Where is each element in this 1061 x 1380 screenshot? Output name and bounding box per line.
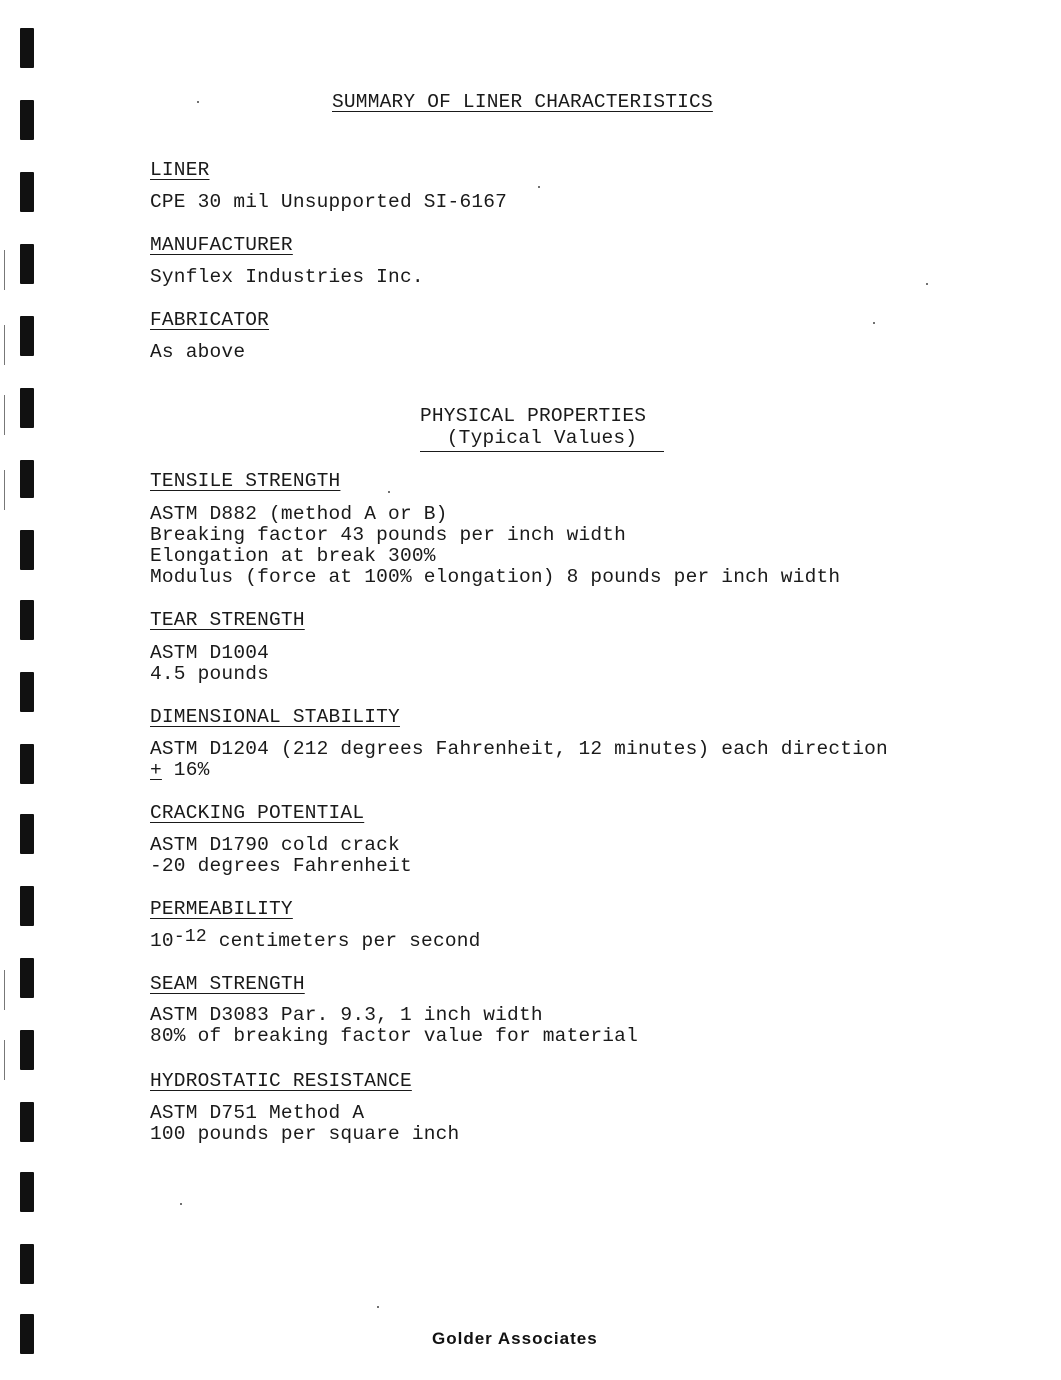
- binder-mark: [20, 460, 34, 498]
- binder-fragment: [4, 250, 5, 290]
- cracking-potential-heading: CRACKING POTENTIAL: [150, 802, 365, 824]
- binder-fragment: [4, 395, 5, 435]
- binder-mark: [20, 744, 34, 784]
- binder-fragment: [4, 325, 5, 365]
- footer-company-name: Golder Associates: [432, 1329, 598, 1348]
- binder-fragment: [4, 1040, 5, 1080]
- cracking-line: -20 degrees Fahrenheit: [150, 855, 412, 877]
- binder-mark: [20, 530, 34, 570]
- binder-fragment: [4, 470, 5, 510]
- seam-line: 80% of breaking factor value for material: [150, 1025, 638, 1047]
- tolerance-value: 16%: [161, 759, 210, 781]
- scan-speck: [538, 186, 540, 188]
- manufacturer-heading: MANUFACTURER: [150, 234, 293, 256]
- dimensional-tolerance: [150, 760, 210, 781]
- binder-mark: [20, 172, 34, 212]
- document-title: SUMMARY OF LINER CHARACTERISTICS: [332, 91, 713, 113]
- tensile-strength-heading: TENSILE STRENGTH: [150, 470, 341, 492]
- binder-mark: [20, 100, 34, 140]
- tensile-line: Breaking factor 43 pounds per inch width: [150, 524, 627, 546]
- seam-line: ASTM D3083 Par. 9.3, 1 inch width: [150, 1004, 543, 1026]
- scan-speck: [873, 322, 875, 324]
- physical-properties-subtitle-wrap: [420, 428, 664, 452]
- scan-speck: [388, 491, 390, 493]
- binder-mark: [20, 244, 34, 284]
- hydrostatic-line: ASTM D751 Method A: [150, 1102, 365, 1124]
- liner-value: CPE 30 mil Unsupported SI-6167: [150, 191, 508, 213]
- dimensional-stability-heading: DIMENSIONAL STABILITY: [150, 706, 400, 728]
- physical-properties-title: PHYSICAL PROPERTIES: [420, 405, 647, 427]
- permeability-base: 10: [150, 930, 174, 952]
- binder-fragment: [4, 970, 5, 1010]
- physical-properties-subtitle: (Typical Values): [420, 428, 664, 452]
- hydrostatic-resistance-heading: HYDROSTATIC RESISTANCE: [150, 1070, 412, 1092]
- tear-line: 4.5 pounds: [150, 663, 270, 685]
- hydrostatic-line: 100 pounds per square inch: [150, 1123, 460, 1145]
- manufacturer-value: Synflex Industries Inc.: [150, 266, 424, 288]
- scan-speck: [180, 1203, 182, 1205]
- binder-mark: [20, 1244, 34, 1284]
- binder-mark: [20, 672, 34, 712]
- binder-mark: [20, 1314, 34, 1354]
- seam-strength-heading: SEAM STRENGTH: [150, 973, 305, 995]
- binder-mark: [20, 316, 34, 356]
- binder-mark: [20, 886, 34, 926]
- permeability-heading: PERMEABILITY: [150, 898, 293, 920]
- fabricator-heading: FABRICATOR: [150, 309, 270, 331]
- permeability-value: [150, 927, 481, 953]
- tensile-line: ASTM D882 (method A or B): [150, 503, 448, 525]
- binder-mark: [20, 388, 34, 428]
- scan-speck: [197, 101, 199, 103]
- scan-speck: [377, 1306, 379, 1308]
- binder-mark: [20, 1172, 34, 1212]
- fabricator-value: As above: [150, 341, 246, 363]
- binder-mark: [20, 814, 34, 854]
- permeability-unit: centimeters per second: [206, 930, 481, 952]
- tensile-line: Modulus (force at 100% elongation) 8 pounds per inch width: [150, 566, 841, 588]
- binder-mark: [20, 958, 34, 998]
- tear-strength-heading: TEAR STRENGTH: [150, 609, 305, 631]
- binder-mark: [20, 600, 34, 640]
- binder-mark: [20, 28, 34, 68]
- tear-line: ASTM D1004: [150, 642, 270, 664]
- binder-mark: [20, 1102, 34, 1142]
- liner-heading: LINER: [150, 159, 210, 181]
- binder-mark: [20, 1030, 34, 1070]
- scan-speck: [926, 283, 928, 285]
- plus-minus-sign: +: [150, 759, 162, 781]
- dimensional-line: ASTM D1204 (212 degrees Fahrenheit, 12 minutes) each direction: [150, 738, 888, 760]
- tensile-line: Elongation at break 300%: [150, 545, 436, 567]
- permeability-exponent: -12: [173, 927, 207, 947]
- cracking-line: ASTM D1790 cold crack: [150, 834, 400, 856]
